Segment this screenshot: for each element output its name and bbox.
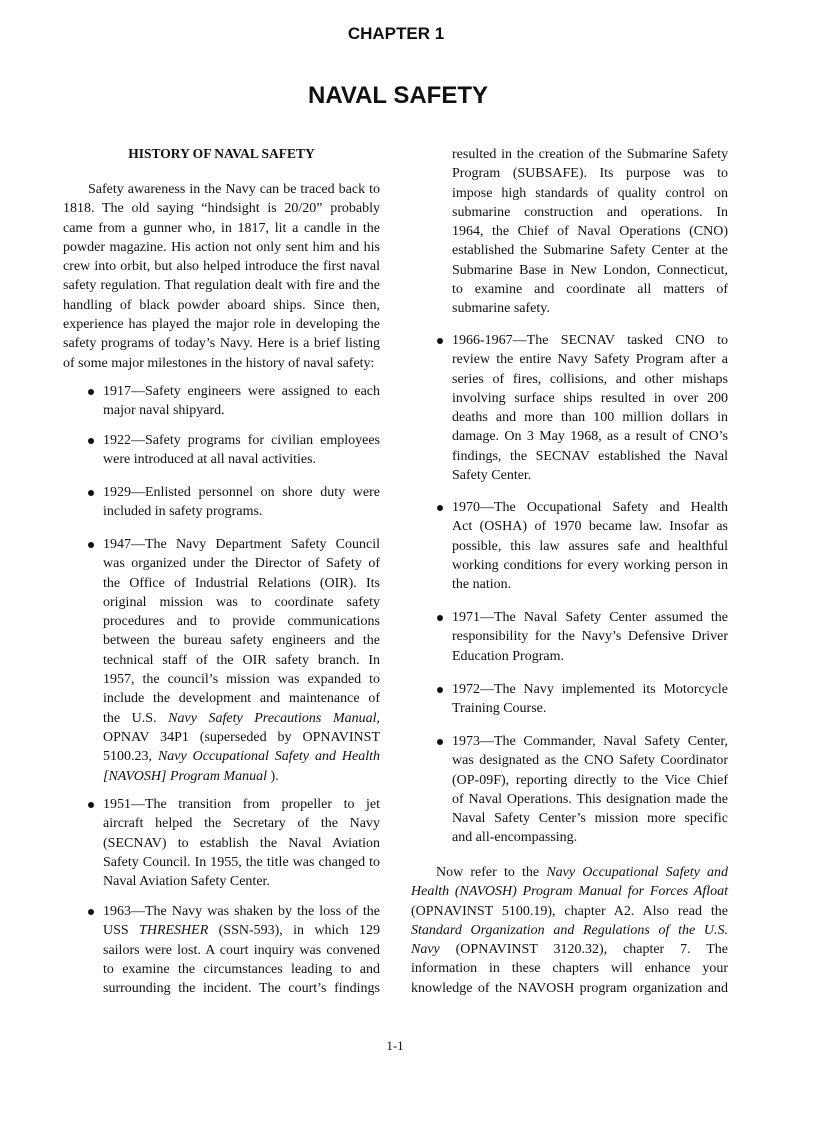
text-line [411, 921, 728, 940]
text-line [103, 921, 380, 940]
text: USS [103, 923, 140, 939]
text-line: came from a gunner who, in 1817, lit a candle in the [63, 220, 380, 236]
text-line: (OPNAVINST 5100.19), chapter A2. Also read the [411, 903, 728, 919]
text-line: submarine construction and operations. In [452, 204, 728, 220]
text-line: safety programs of today’s Navy. Here is a brief listing [63, 336, 380, 352]
text-line: findings, the SECNAV established the Naval [452, 448, 728, 464]
text-line: of some major milestones in the history of naval safety: [63, 355, 375, 371]
text-line: working conditions for every working person in [452, 557, 728, 573]
bullet-item [103, 382, 380, 421]
text-line: 1966-1967—The SECNAV tasked CNO to [452, 333, 728, 348]
italic-text: [NAVOSH] Program Manual [103, 768, 268, 784]
text-line [411, 882, 728, 901]
text: ). [267, 768, 279, 784]
text-line: and all-encompassing. [452, 830, 578, 846]
italic-text: Navy Occupational Safety and [546, 865, 728, 880]
text-line: 1818. The old saying “hindsight is 20/20” probably [63, 201, 380, 217]
text-line: Naval Aviation Safety Center. [103, 874, 270, 890]
paragraph [63, 180, 380, 373]
italic-text: Navy Safety Precautions Manual, [168, 710, 380, 726]
text: 5100.23, [103, 749, 158, 765]
text-line: Safety awareness in the Navy can be traced back to [88, 182, 380, 197]
paragraph [411, 863, 728, 998]
bullet-icon [88, 438, 94, 444]
bullet-icon [437, 687, 443, 693]
text-line: 1922—Safety programs for civilian employees [103, 433, 380, 448]
text-line: handling of black powder aboard ships. Since then, [63, 297, 380, 313]
text-line: Act (OSHA) of 1970 became law. Insofar as [452, 519, 728, 535]
italic-text: Navy Occupational Safety and Health [157, 749, 380, 765]
page-number: 1-1 [386, 1038, 404, 1053]
text-line: to examine and coordinate all matters of [452, 282, 728, 298]
text: Now refer to the [436, 865, 547, 880]
bullet-item [103, 483, 380, 522]
bullet-item [452, 498, 728, 594]
bullet-item [103, 902, 380, 998]
text-line: series of fires, collisions, and other mishaps [452, 371, 728, 387]
text-line: 1970—The Occupational Safety and Health [452, 500, 728, 515]
text-line: deaths and more than 100 million dollars in [452, 410, 728, 426]
text-line [411, 940, 728, 959]
bullet-item [452, 732, 728, 848]
italic-text: THRESHER [139, 923, 209, 939]
text-line: were introduced at all naval activities. [103, 452, 317, 468]
text-line: experience has played the major role in developing the [63, 317, 380, 333]
text-line: Safety Center. [452, 468, 532, 484]
text-line [411, 863, 728, 882]
italic-text: Health (NAVOSH) Program Manual for Forces Afloat [411, 884, 728, 900]
text-line: technical staff of the OIR safety branch. In [103, 652, 380, 668]
text-line: safety regulation. That regulation dealt with fire and the [63, 278, 380, 294]
text-line: between the bureau safety engineers and the [103, 633, 380, 649]
bullet-icon [88, 389, 94, 395]
text-line: possible, this law assures safe and healthful [452, 538, 728, 554]
bullet-icon [437, 615, 443, 621]
text-line: the Office of Industrial Relations (OIR). Its [103, 575, 380, 591]
bullet-item [452, 680, 728, 719]
text-line: include the development and maintenance of [103, 691, 380, 707]
text-line: of Naval Operations. This designation made the [452, 791, 728, 807]
text-line: submarine safety. [452, 301, 550, 317]
text-line: crew into orbit, but also helped introduce the first naval [63, 259, 380, 275]
text-line: major naval shipyard. [103, 403, 225, 419]
text-line: included in safety programs. [103, 504, 263, 520]
text-line [103, 747, 380, 766]
text-line [103, 767, 380, 786]
paragraph [452, 145, 728, 319]
bullet-icon [88, 909, 94, 915]
text-line: established the Submarine Safety Center at the [452, 243, 728, 259]
text-line: Submarine Base in New London, Connecticut, [452, 262, 728, 278]
bullet-icon [437, 505, 443, 511]
bullet-icon [88, 802, 94, 808]
chapter-label: CHAPTER 1 [347, 24, 445, 43]
text-line [103, 709, 380, 728]
text-line: involving surface ships resulted in over 200 [452, 390, 728, 406]
text-line: 1963—The Navy was shaken by the loss of the [103, 904, 380, 919]
text-line: resulted in the creation of the Submarine Safety [452, 147, 728, 162]
bullet-icon [437, 338, 443, 344]
text-line: OPNAV 34P1 (superseded by OPNAVINST [103, 729, 380, 745]
text-line: responsibility for the Navy’s Defensive Driver [452, 629, 728, 645]
text-line: Safety Council. In 1955, the title was changed to [103, 854, 380, 870]
text-line: 1971—The Naval Safety Center assumed the [452, 610, 728, 625]
italic-text: Navy [411, 942, 440, 958]
text-line: surrounding the incident. The court’s findings [103, 981, 380, 997]
text-line: powder magazine. His action not only sent him and his [63, 239, 380, 255]
bullet-item [103, 535, 380, 786]
text-line: was designated as the CNO Safety Coordinator [452, 753, 728, 769]
text-line: aircraft helped the Secretary of the Navy [103, 816, 380, 832]
text-line: procedures and to provide communications [103, 614, 380, 630]
text: (OPNAVINST 3120.32), chapter 7. The [439, 942, 728, 958]
text-line: was organized under the Director of Safety of [103, 556, 380, 572]
text-line: to examine the circumstances leading to and [103, 961, 380, 977]
text-line: (OP-09F), reporting directly to the Vice Chief [452, 772, 728, 788]
text-line: Training Course. [452, 701, 547, 717]
text-line: original mission was to coordinate safety [103, 594, 380, 610]
bullet-icon [88, 542, 94, 548]
text-line: impose high standards of quality control on [452, 185, 728, 201]
text-line: review the entire Navy Safety Program after a [452, 352, 728, 368]
text-line: 1951—The transition from propeller to jet [103, 797, 380, 812]
text-line: 1917—Safety engineers were assigned to each [103, 384, 380, 399]
text-line: Naval Safety Center’s mission more specific [452, 811, 728, 827]
text-line: 1973—The Commander, Naval Safety Center, [452, 734, 728, 749]
bullet-icon [437, 739, 443, 745]
text: the U.S. [103, 710, 169, 726]
text-line: 1964, the Chief of Naval Operations (CNO) [452, 224, 728, 240]
text-line: Education Program. [452, 648, 564, 664]
bullet-item [103, 431, 380, 470]
text-line: 1972—The Navy implemented its Motorcycle [452, 682, 728, 697]
text-line: Program (SUBSAFE). Its purpose was to [452, 166, 728, 182]
text-line: 1929—Enlisted personnel on shore duty were [103, 485, 380, 500]
text-line: 1957, the council’s mission was expanded to [103, 672, 380, 688]
text: (SSN-593), in which 129 [208, 923, 380, 939]
text-line: information in these chapters will enhance your [411, 961, 728, 977]
bullet-item [103, 795, 380, 891]
text-line: knowledge of the NAVOSH program organization and [411, 980, 728, 996]
text-line: (SECNAV) to establish the Naval Aviation [103, 835, 380, 851]
bullet-item [452, 608, 728, 666]
text-line: damage. On 3 May 1968, as a result of CNO’s [452, 429, 728, 445]
italic-text: Standard Organization and Regulations of the U.S. [411, 922, 728, 938]
bullet-icon [88, 490, 94, 496]
bullet-item [452, 331, 728, 485]
text-line: the nation. [452, 577, 512, 593]
page-title: NAVAL SAFETY [307, 82, 488, 109]
section-heading: HISTORY OF NAVAL SAFETY [128, 146, 315, 161]
text-line: sailors were lost. A court inquiry was convened [103, 942, 380, 958]
text-line: 1947—The Navy Department Safety Council [103, 537, 380, 552]
